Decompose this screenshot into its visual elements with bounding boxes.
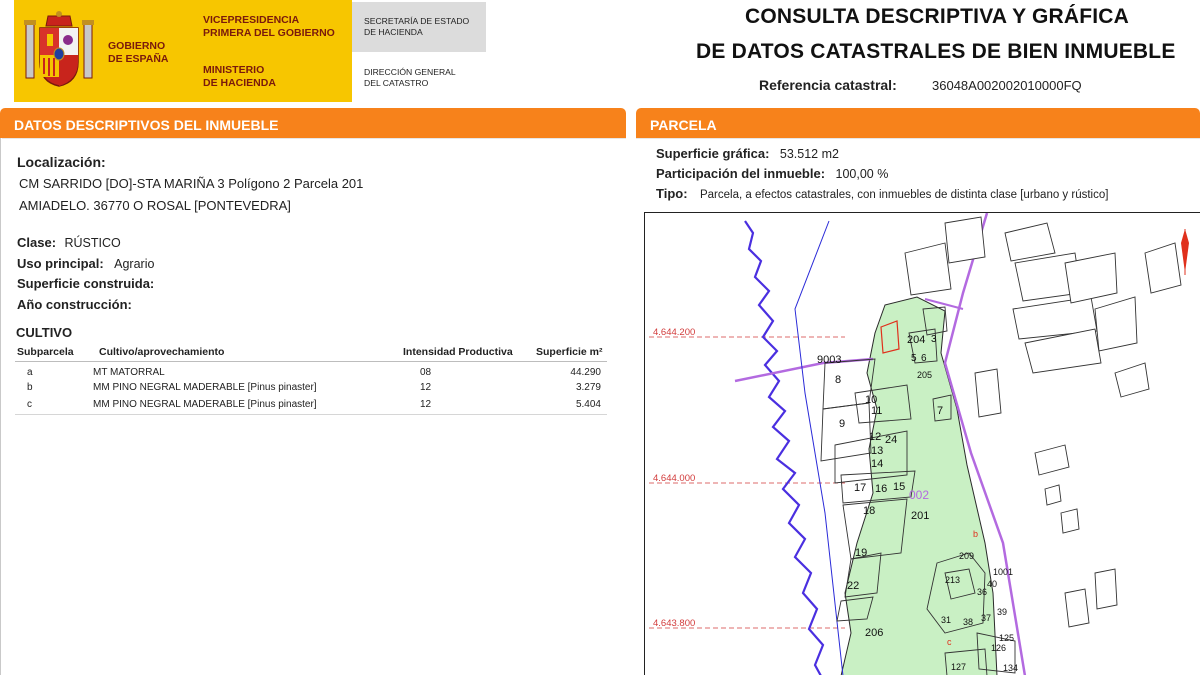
plot-label: 1001 <box>993 567 1014 577</box>
plot-label: 134 <box>1003 663 1019 673</box>
plot-label: 125 <box>999 633 1015 643</box>
plot-label: 10 <box>865 394 878 406</box>
plot-label: 6 <box>921 353 927 364</box>
plot-label: 8 <box>835 374 842 386</box>
plot-label: 209 <box>959 551 975 561</box>
plot-label: 37 <box>981 613 992 623</box>
polygon-label: 002 <box>909 488 930 502</box>
plot-label: 16 <box>875 483 888 495</box>
plot-label: 38 <box>963 617 974 627</box>
datos-descriptivos-header: DATOS DESCRIPTIVOS DEL INMUEBLE <box>0 108 626 138</box>
ref-value: 36048A002002010000FQ <box>932 78 1082 93</box>
participacion-row: Participación del inmueble: 100,00 % <box>656 166 889 181</box>
cultivo-title: CULTIVO <box>16 325 73 340</box>
gov-name: GOBIERNO DE ESPAÑA <box>108 40 169 65</box>
localizacion-line1: CM SARRIDO [DO]-STA MARIÑA 3 Polígono 2 Parcela 201 <box>19 176 364 191</box>
river-line <box>745 221 823 675</box>
localizacion-line2: AMIADELO. 36770 O ROSAL [PONTEVEDRA] <box>19 198 291 213</box>
divider <box>2 138 626 139</box>
cadastral-map[interactable] <box>644 212 1200 675</box>
col-cultivo: Cultivo/aprovechamiento <box>99 346 225 358</box>
map-drawing <box>645 213 1200 675</box>
direccion-label: DIRECCIÓN GENERAL DEL CATASTRO <box>364 67 456 88</box>
table-bottom-rule <box>15 414 607 415</box>
plot-label: 9 <box>839 418 846 430</box>
divider <box>636 138 1200 139</box>
plot-label: 14 <box>871 458 884 470</box>
uso-row: Uso principal: Agrario <box>17 256 155 271</box>
col-subparcela: Subparcela <box>17 346 74 358</box>
plot-label: 40 <box>987 579 998 589</box>
subparcel-label: c <box>947 637 952 647</box>
plot-label: 3 <box>931 334 937 345</box>
coord-label: 4.643.800 <box>653 618 696 629</box>
table-row: a MT MATORRAL 08 44.290 <box>27 367 601 378</box>
plot-label: 206 <box>865 627 884 639</box>
col-superficie: Superficie m² <box>536 346 603 358</box>
plot-label: 205 <box>917 370 933 380</box>
parcel-201-label: 201 <box>911 510 930 522</box>
table-header-rule <box>15 361 607 362</box>
clase-row: Clase: RÚSTICO <box>17 235 121 250</box>
plot-label: 36 <box>977 587 988 597</box>
plot-label: 15 <box>893 481 906 493</box>
plot-label: 17 <box>854 482 867 494</box>
plot-label: 11 <box>871 405 883 417</box>
plot-label: 31 <box>941 615 952 625</box>
secretaria-label: SECRETARÍA DE ESTADO DE HACIENDA <box>364 16 470 37</box>
plot-label: 7 <box>937 405 944 417</box>
plot-label: 126 <box>991 643 1007 653</box>
coord-label: 4.644.000 <box>653 473 696 484</box>
plot-label: 22 <box>847 580 860 592</box>
localizacion-label: Localización: <box>17 154 106 170</box>
plot-label: 39 <box>997 607 1008 617</box>
plot-label: 9003 <box>817 354 842 366</box>
ref-label: Referencia catastral: <box>759 77 897 93</box>
plot-label: 213 <box>945 575 961 585</box>
tipo-row: Tipo: Parcela, a efectos catastrales, con inmuebles de distinta clase [urbano y rústico] <box>656 186 1109 201</box>
page-title-line1: CONSULTA DESCRIPTIVA Y GRÁFICA <box>745 5 1130 28</box>
north-arrow-icon <box>1181 229 1189 275</box>
boundary-path <box>735 359 873 381</box>
coat-of-arms-icon <box>24 10 94 90</box>
parcela-header: PARCELA <box>636 108 1200 138</box>
ministerio-label: MINISTERIO DE HACIENDA <box>203 64 276 89</box>
subparcel-label: b <box>973 529 979 539</box>
plot-label: 204 <box>907 334 926 346</box>
page-title-line2: DE DATOS CATASTRALES DE BIEN INMUEBLE <box>696 40 1176 63</box>
superficie-grafica-row: Superficie gráfica: 53.512 m2 <box>656 146 839 161</box>
plot-label: 18 <box>863 505 876 517</box>
panel-border <box>0 138 2 675</box>
plot-label: 19 <box>855 547 868 559</box>
plot-label: 127 <box>951 662 967 672</box>
plot-label: 13 <box>871 445 884 457</box>
coord-label: 4.644.200 <box>653 327 696 338</box>
plot-label: 24 <box>885 434 898 446</box>
col-intensidad: Intensidad Productiva <box>403 346 513 358</box>
vicepresidencia-label: VICEPRESIDENCIA PRIMERA DEL GOBIERNO <box>203 14 335 39</box>
polygon-limit <box>795 221 846 675</box>
plot-label: 5 <box>911 353 917 364</box>
plot-label: 12 <box>869 431 882 443</box>
table-row: c MM PINO NEGRAL MADERABLE [Pinus pinaster] 12 5.404 <box>27 399 601 410</box>
anio-construccion-label: Año construcción: <box>17 297 132 312</box>
table-row: b MM PINO NEGRAL MADERABLE [Pinus pinaster] 12 3.279 <box>27 382 601 393</box>
superficie-construida-label: Superficie construida: <box>17 276 155 291</box>
